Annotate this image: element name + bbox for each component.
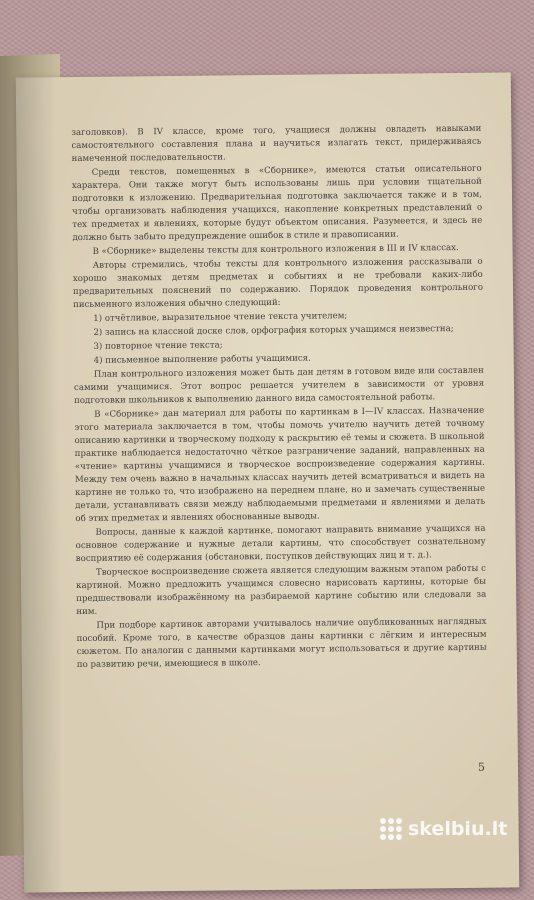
paragraph: Авторы стремились, чтобы тексты для контрольного изложения рассказывали о хорошо знакомых детям предметах и событиях и не требовали каких-либо предварительных пояснений по содержанию. Порядок проведения контрольного письменного изложения обычно следующий: (72, 256, 484, 311)
list-item: 1) отчётливое, выразительное чтение текста учителем; (93, 311, 348, 324)
watermark-text: skelbiu.lt (408, 818, 508, 840)
paragraph: В «Сборнике» дан материал для работы по картинкам в I—IV классах. Назначение этого материала заключается в том, чтобы помочь учителю научить детей точному описанию картинки и творческому подходу к раскрытию её темы и сюжета. В школьной практике наблюдается недостаточно чёткое разграничение заданий, направленных на «чтение» картины учащимися и творческое воспроизведение содержания картины. Между тем очень важно в начальных классах научить детей всматриваться и видеть на картине не только то, что изображено на переднем плане, но и замечать существенные детали, устанавливать связи между наблюдаемыми предметами и явлениями и делать об этих предметах и явлениях обоснованные выводы. (74, 405, 486, 525)
paragraph: План контрольного изложения может быть дан детям в готовом виде или составлен самими учащимися. Этот вопрос решается учителем в зависимости от уровня подготовки школьников к выполнению данного вида самостоятельной работы. (73, 365, 485, 407)
page-number: 5 (477, 760, 486, 774)
page-text (71, 123, 487, 673)
paragraph: Среди текстов, помещенных в «Сборнике», имеются статьи описательного характера. Они также могут быть использованы лишь при условии тщательной подготовки к изложению. Предварительная подготовка заключается также и в том, чтобы организовать наблюдения учащихся, накопление конкретных представлений о тех предметах и явлениях, которые будут объектом описания. Разумеется, и здесь не должно быть забыто предупреждение ошибок в стиле и правописании. (71, 163, 483, 244)
book-page (16, 72, 520, 892)
list-item: 2) запись на классной доске слов, орфография которых учащимся неизвестна; (93, 324, 454, 338)
paragraph: В «Сборнике» выделены тексты для контрольного изложения в III и IV классах. (92, 242, 459, 257)
list-item: 4) письменное выполнение работы учащимися. (93, 353, 311, 366)
paragraph: При подборе картинок авторами учитывалось наличие опубликованных наглядных пособий. Кроме того, в качестве образцов даны картинки с лёгким и интересным сюжетом. По аналогии с данными картинками могут использоваться и другие картины по развитию речи, имеющиеся в школе. (76, 616, 487, 671)
dots-grid-icon (380, 818, 402, 840)
paragraph: заголовков). В IV классе, кроме того, учащиеся должны овладеть навыками самостоятельного составления плана и научиться излагать текст, придерживаясь намеченной последовательности. (71, 123, 482, 165)
watermark (380, 818, 507, 840)
list-item: 3) повторное чтение текста; (93, 340, 223, 352)
paragraph: Вопросы, данные к каждой картинке, помогают направить внимание учащихся на основное содержание и нужные детали картины, что способствует сознательному восприятию её содержания (обстановки, поступков действующих лиц и т. д.). (75, 523, 486, 565)
paragraph: Творческое воспроизведение сюжета является следующим важным этапом работы с картиной. Можно предложить учащимся словесно нарисовать картины, которые бы предшествовали изображённому на разбираемой картине событию или следовали за ним. (76, 563, 487, 618)
